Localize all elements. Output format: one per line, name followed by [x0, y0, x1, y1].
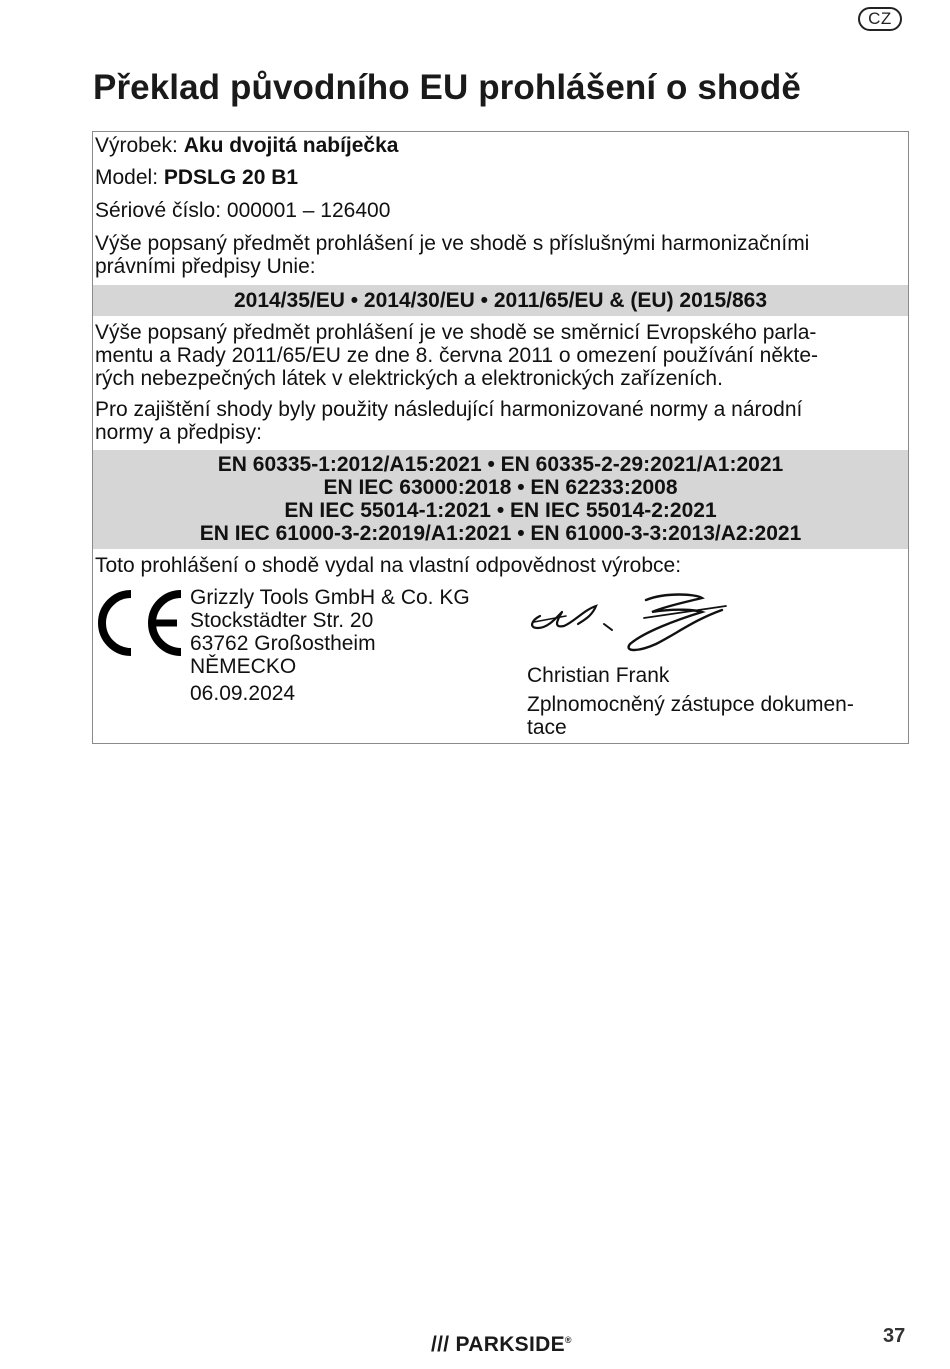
rohs-line: Výše popsaný předmět prohlášení je ve shodě se směrnicí Evropského parla- — [95, 321, 817, 344]
conformity-statement — [95, 232, 904, 278]
standards-intro-line: Pro zajištění shody byly použity následující harmonizované normy a národní — [95, 398, 803, 421]
manufacturer-city: 63762 Großostheim — [190, 632, 376, 655]
rohs-statement — [95, 321, 904, 390]
signer-role-line: Zplnomocněný zástupce dokumen- — [527, 693, 854, 716]
standards-intro-line: normy a předpisy: — [95, 421, 262, 444]
responsibility-statement: Toto prohlášení o shodě vydal na vlastní odpovědnost výrobce: — [95, 554, 682, 577]
model-label: Model: — [95, 166, 164, 189]
model-value: PDSLG 20 B1 — [163, 166, 299, 189]
rohs-line: mentu a Rady 2011/65/EU ze dne 8. června 2011 o omezení používání někte- — [95, 344, 819, 367]
manufacturer-street: Stockstädter Str. 20 — [190, 609, 374, 632]
rohs-line: rých nebezpečných látek v elektrických a elektronických zařízeních. — [95, 367, 723, 390]
standard-line: EN IEC 63000:2018 • EN 62233:2008 — [323, 476, 678, 499]
manufacturer-address — [190, 586, 470, 678]
standard-line: EN IEC 55014-1:2021 • EN IEC 55014-2:2021 — [284, 499, 717, 522]
declaration-date: 06.09.2024 — [190, 682, 296, 705]
language-badge-cz: CZ — [858, 7, 902, 31]
directives-band: 2014/35/EU • 2014/30/EU • 2011/65/EU & (EU) 2015/863 — [93, 285, 908, 316]
product-value: Aku dvojitá nabíječka — [183, 134, 399, 157]
signer-name: Christian Frank — [527, 664, 670, 687]
registered-mark: ® — [564, 1335, 572, 1345]
model-line — [95, 166, 904, 189]
signature-image — [526, 588, 736, 660]
page-title: Překlad původního EU prohlášení o shodě — [93, 68, 801, 107]
signer-role — [527, 693, 854, 739]
manufacturer-name: Grizzly Tools GmbH & Co. KG — [190, 586, 470, 609]
standard-line: EN 60335-1:2012/A15:2021 • EN 60335-2-29:2021/A1:2021 — [217, 453, 784, 476]
conformity-line: Výše popsaný předmět prohlášení je ve shodě s příslušnými harmonizačními — [95, 232, 810, 255]
page-number: 37 — [883, 1325, 906, 1347]
product-line — [95, 134, 904, 157]
standard-line: EN IEC 61000-3-2:2019/A1:2021 • EN 61000-3-3:2013/A2:2021 — [199, 522, 802, 545]
product-label: Výrobek: — [95, 134, 184, 157]
standards-band — [93, 450, 908, 549]
declaration-box — [92, 131, 909, 744]
manufacturer-country: NĚMECKO — [190, 655, 297, 678]
ce-mark-icon — [95, 590, 183, 656]
parkside-logo — [431, 1333, 572, 1357]
conformity-line: právními předpisy Unie: — [95, 255, 316, 278]
brand-name: /// PARKSIDE — [431, 1333, 565, 1356]
serial-number-line: Sériové číslo: 000001 – 126400 — [95, 199, 391, 222]
standards-intro — [95, 398, 904, 444]
signer-role-line: tace — [527, 716, 567, 739]
